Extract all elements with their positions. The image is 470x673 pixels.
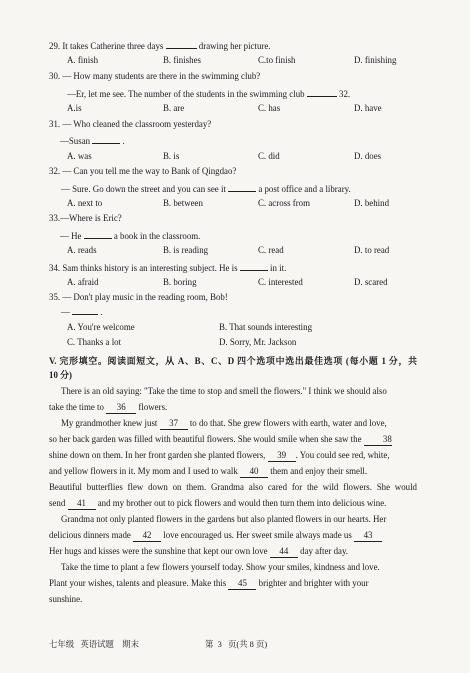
question-29 xyxy=(49,39,271,52)
blank-45: 45 xyxy=(228,578,256,590)
question-34 xyxy=(49,261,286,274)
q29-option-b: B. finishes xyxy=(163,55,201,65)
q35-reply-b: . xyxy=(100,307,103,317)
passage-p3-line3 xyxy=(49,546,348,558)
q35-option-d: D. Sorry, Mr. Jackson xyxy=(219,337,297,347)
q33-option-d: D. to read xyxy=(354,245,390,255)
passage-text: Her hugs and kisses were the sunshine that kept our own love xyxy=(49,546,268,556)
q33-reply-b: a book in the classroom. xyxy=(113,231,201,241)
blank-43: 43 xyxy=(354,530,382,542)
q35-option-c: C. Thanks a lot xyxy=(67,337,122,347)
q30-option-a: A.is xyxy=(67,103,82,113)
q32-option-d: D. behind xyxy=(354,198,390,208)
q29-stem-a: 29. It takes Catherine three days xyxy=(49,41,164,51)
q33-reply-a: — He xyxy=(60,231,82,241)
q30-reply-a: —Er, let me see. The number of the students in the swimming club xyxy=(67,89,305,99)
passage-text: and my brother out to pick flowers and would then turn them into delicious wine. xyxy=(97,498,387,508)
blank-42: 42 xyxy=(133,530,161,542)
q34-option-b: B. boring xyxy=(163,277,197,287)
passage-text: . You could see red, white, xyxy=(295,450,390,460)
q33-blank xyxy=(84,229,112,239)
q34-option-a: A. afraid xyxy=(67,277,99,287)
passage-p1-line2 xyxy=(49,402,167,414)
q33-option-c: C. read xyxy=(258,245,284,255)
passage-text: so her back garden was filled with beautiful flowers. She would smile when she saw the xyxy=(49,434,362,444)
passage-p4-line2 xyxy=(49,578,369,590)
q34-option-d: D. scared xyxy=(354,277,388,287)
q29-blank xyxy=(166,39,197,49)
passage-p1-line1: There is an old saying: "Take the time to stop and smell the flowers." I think we should also xyxy=(61,386,387,396)
passage-p2-line1 xyxy=(61,418,387,430)
passage-text: Plant your wishes, talents and pleasure. Make this xyxy=(49,578,227,588)
footer-page-number: 3 xyxy=(217,640,222,649)
passage-p2-line2 xyxy=(49,434,392,446)
passage-p2-line3 xyxy=(49,450,390,462)
passage-text: shine down on them. In her front garden she planted flowers, xyxy=(49,450,266,460)
passage-p2-line5: Beautiful butterflies flew down on them. Grandma also cared for the wild flowers. She would xyxy=(49,482,417,492)
blank-37: 37 xyxy=(160,418,188,430)
q32-stem: 32. — Can you tell me the way to Bank of Qingdao? xyxy=(49,166,237,176)
q30-option-b: B. are xyxy=(163,103,185,113)
q35-stem: 35. — Don't play music in the reading room, Bob! xyxy=(49,292,228,302)
passage-text: take the time to xyxy=(49,402,104,412)
q32-blank xyxy=(228,182,256,192)
q29-stem-b: drawing her picture. xyxy=(198,41,271,51)
passage-text: flowers. xyxy=(138,402,168,412)
q33-option-b: B. is reading xyxy=(163,245,209,255)
passage-p4-line3: sunshine. xyxy=(49,594,83,604)
section-v-heading: V. 完形填空。阅读面短文，从 A、B、C、D 四个选项中选出最佳选项 (每小题 1 分，共 xyxy=(49,356,417,366)
q31-stem: 31. — Who cleaned the classroom yesterday? xyxy=(49,119,212,129)
q33-option-a: A. reads xyxy=(67,245,97,255)
passage-text: My grandmother knew just xyxy=(61,418,158,428)
footer-subject: 英语试题 xyxy=(80,640,114,649)
q32-option-c: C. across from xyxy=(258,198,311,208)
q31-reply-a: —Susan xyxy=(60,136,91,146)
blank-38: 38 xyxy=(364,434,392,446)
q34-stem-b: in it. xyxy=(270,263,287,273)
q35-reply xyxy=(61,305,103,318)
q30-reply xyxy=(67,87,350,100)
q31-option-c: C. did xyxy=(258,151,280,161)
blank-36: 36 xyxy=(106,402,136,414)
q32-option-b: B. between xyxy=(163,198,203,208)
blank-39: 39 xyxy=(268,450,296,462)
q29-option-c: C.to finish xyxy=(258,55,296,65)
q31-option-b: B. is xyxy=(163,151,180,161)
blank-40: 40 xyxy=(240,466,268,478)
section-v-heading-points: 10 分) xyxy=(49,370,72,380)
q34-blank xyxy=(240,261,268,271)
q30-option-c: C. has xyxy=(258,103,281,113)
q31-option-d: D. does xyxy=(354,151,382,161)
passage-p3-line2 xyxy=(49,530,382,542)
footer-left xyxy=(49,638,139,650)
q34-option-c: C. interested xyxy=(258,277,303,287)
passage-text: send xyxy=(49,498,66,508)
q30-stem: 30. — How many students are there in the swimming club? xyxy=(49,71,261,81)
passage-p2-line6 xyxy=(49,498,386,510)
footer-page-prefix: 第 xyxy=(205,640,214,649)
passage-p2-line4 xyxy=(49,466,367,478)
q34-stem-a: 34. Sam thinks history is an interesting subject. He is xyxy=(49,263,238,273)
passage-text: delicious dinners made xyxy=(49,530,131,540)
q31-option-a: A. was xyxy=(67,151,92,161)
footer-term: 期末 xyxy=(122,640,140,649)
q32-option-a: A. next to xyxy=(67,198,103,208)
q30-reply-b: 32. xyxy=(339,89,351,99)
q31-blank xyxy=(92,134,120,144)
footer-page-suffix: 页(共 8 页) xyxy=(228,640,268,649)
q31-reply-b: . xyxy=(122,136,125,146)
footer-grade: 七年级 xyxy=(49,640,75,649)
q30-blank xyxy=(307,87,337,97)
blank-44: 44 xyxy=(270,546,298,558)
q32-reply-b: a post office and a library. xyxy=(258,184,351,194)
q35-option-b: B. That sounds interesting xyxy=(219,322,313,332)
q32-reply-a: — Sure. Go down the street and you can see it xyxy=(61,184,226,194)
passage-text: to do that. She grew flowers with earth, water and love, xyxy=(189,418,387,428)
passage-p4-line1: Take the time to plant a few flowers yourself today. Show your smiles, kindness and love. xyxy=(61,562,380,572)
q30-option-d: D. have xyxy=(354,103,382,113)
q35-reply-a: — xyxy=(61,307,70,317)
q31-reply xyxy=(60,134,125,147)
footer-page xyxy=(205,638,267,650)
blank-41: 41 xyxy=(68,498,96,510)
q32-reply xyxy=(61,182,351,195)
passage-text: and yellow flowers in it. My mom and I used to walk xyxy=(49,466,238,476)
passage-text: brighter and brighter with your xyxy=(258,578,369,588)
passage-text: them and enjoy their smell. xyxy=(270,466,368,476)
q35-option-a: A. You're welcome xyxy=(67,322,135,332)
q33-reply xyxy=(60,229,200,242)
passage-text: day after day. xyxy=(300,546,349,556)
q33-stem: 33.—Where is Eric? xyxy=(49,213,122,223)
q35-blank xyxy=(72,305,98,315)
passage-p3-line1: Grandma not only planted flowers in the gardens but also planted flowers in our hearts. Her xyxy=(61,514,387,524)
passage-text: love encouraged us. Her sweet smile always made us xyxy=(163,530,352,540)
q29-option-d: D. finishing xyxy=(354,55,397,65)
q29-option-a: A. finish xyxy=(67,55,99,65)
